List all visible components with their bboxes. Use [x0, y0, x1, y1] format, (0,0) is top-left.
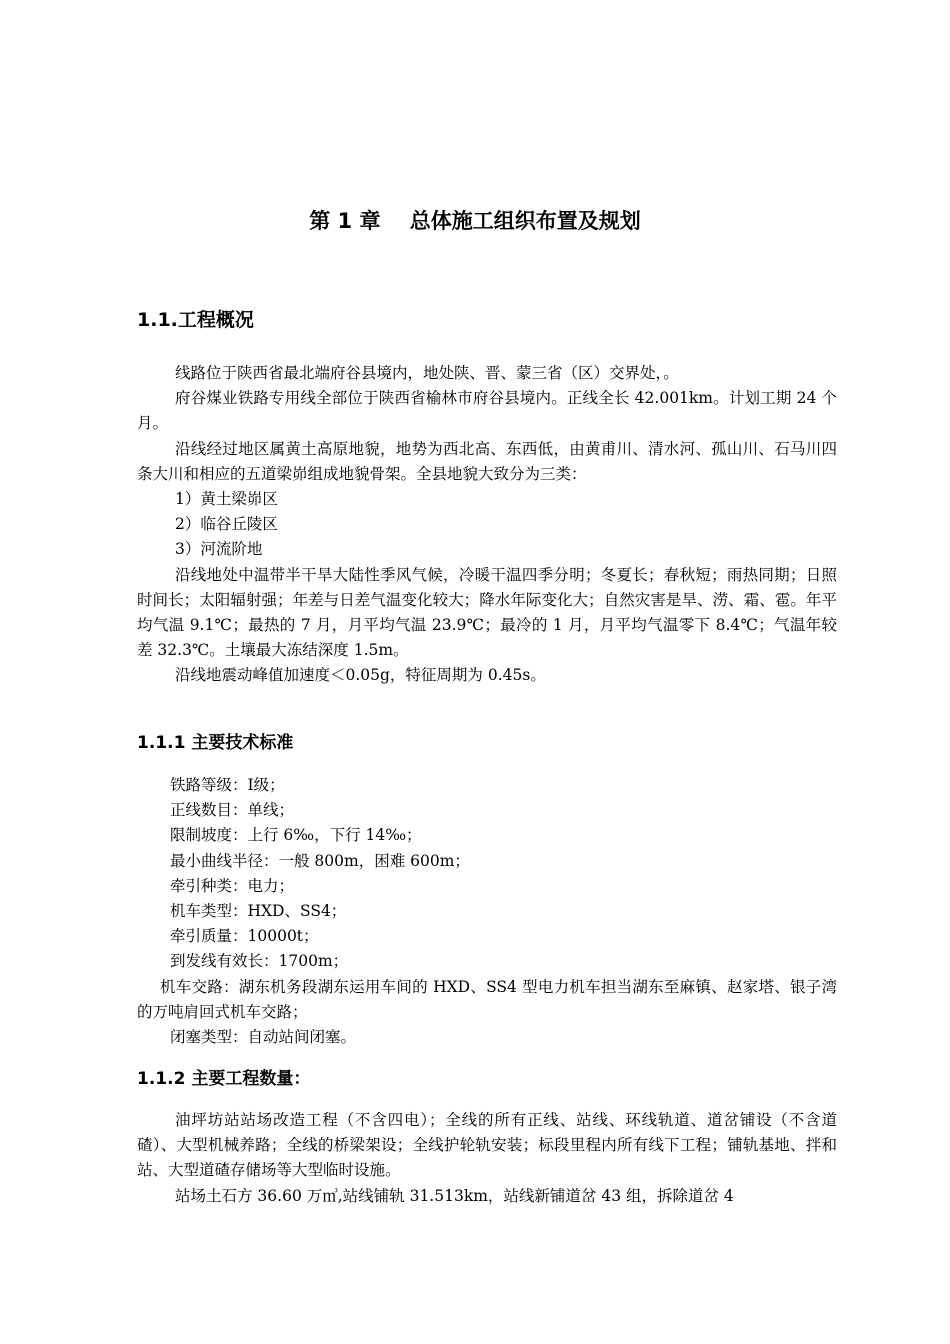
- paragraph-seismic: 沿线地震动峰值加速度＜0.05g，特征周期为 0.45s。: [175, 666, 546, 685]
- standard-traction-type: 牵引种类：电力；: [170, 876, 295, 895]
- standard-min-curve-radius: 最小曲线半径：一般 800m，困难 600m；: [170, 851, 470, 870]
- standard-siding-length: 到发线有效长：1700m；: [170, 952, 349, 971]
- standard-railway-grade: 铁路等级：Ⅰ级；: [170, 776, 285, 794]
- section-1-1-1-body: [137, 773, 837, 1050]
- standard-locomotive-routing: 机车交路：湖东机务段湖东运用车间的 HXD、SS4 型电力机车担当湖东至麻镇、赵家塔、银子湾的万吨肩回式机车交路；: [137, 977, 837, 1021]
- list-item-landform-2: 2）临谷丘陵区: [175, 515, 278, 534]
- standard-locomotive-type: 机车类型：HXD、SS4；: [170, 902, 347, 921]
- list-item-landform-1: 1）黄土梁峁区: [175, 490, 278, 509]
- section-1-1-body: [137, 361, 837, 689]
- standard-ruling-gradient: 限制坡度：上行 6‰，下行 14‰；: [170, 826, 422, 845]
- list-item-landform-3: 3）河流阶地: [175, 540, 263, 559]
- section-heading-1-1: 1.1.工程概况: [137, 309, 254, 331]
- section-heading-1-1-2: 1.1.2 主要工程数量：: [137, 1069, 311, 1089]
- paragraph-scope-of-work: 油坪坊站站场改造工程（不含四电）；全线的所有正线、站线、环线轨道、道岔铺设（不含道碴）、大型机械养路；全线的桥梁架设；全线护轮轨安装；标段里程内所有线下工程；铺轨基地、拌和站、大型道碴存储场等大型临时设施。: [137, 1111, 837, 1180]
- standard-main-line-count: 正线数目：单线；: [170, 801, 295, 820]
- paragraph-terrain: 沿线经过地区属黄土高原地貌，地势为西北高、东西低，由黄甫川、清水河、孤山川、石马川四条大川和相应的五道梁峁组成地貌骨架。全县地貌大致分为三类：: [137, 439, 837, 483]
- chapter-title: 第 1 章 总体施工组织布置及规划: [309, 209, 641, 233]
- paragraph-location: 线路位于陕西省最北端府谷县境内，地处陕、晋、蒙三省（区）交界处，。: [175, 364, 679, 382]
- paragraph-line-length: 府谷煤业铁路专用线全部位于陕西省榆林市府谷县境内。正线全长 42.001km。计划工期 24 个月。: [137, 389, 837, 433]
- standard-traction-mass: 牵引质量：10000t；: [170, 927, 319, 946]
- section-1-1-2-body: [137, 1108, 837, 1209]
- standard-block-type: 闭塞类型：自动站间闭塞。: [170, 1028, 357, 1047]
- section-heading-1-1-1: 1.1.1 主要技术标准: [137, 733, 294, 753]
- paragraph-quantities: 站场土石方 36.60 万㎥,站线铺轨 31.513km，站线新铺道岔 43 组，拆除道岔 4: [175, 1186, 734, 1205]
- paragraph-climate: 沿线地处中温带半干旱大陆性季风气候，冷暖干温四季分明；冬夏长；春秋短；雨热同期；日照时间长；太阳辐射强；年差与日差气温变化较大；降水年际变化大；自然灾害是旱、涝、霜、雹。年平均气温 9.1℃；最热的 7 月，月平均气温 23.9℃；最冷的 1 月，月平均气温零下 8.4℃；气温年较差 32.3℃。土壤最大冻结深度 1.5m。: [137, 565, 837, 660]
